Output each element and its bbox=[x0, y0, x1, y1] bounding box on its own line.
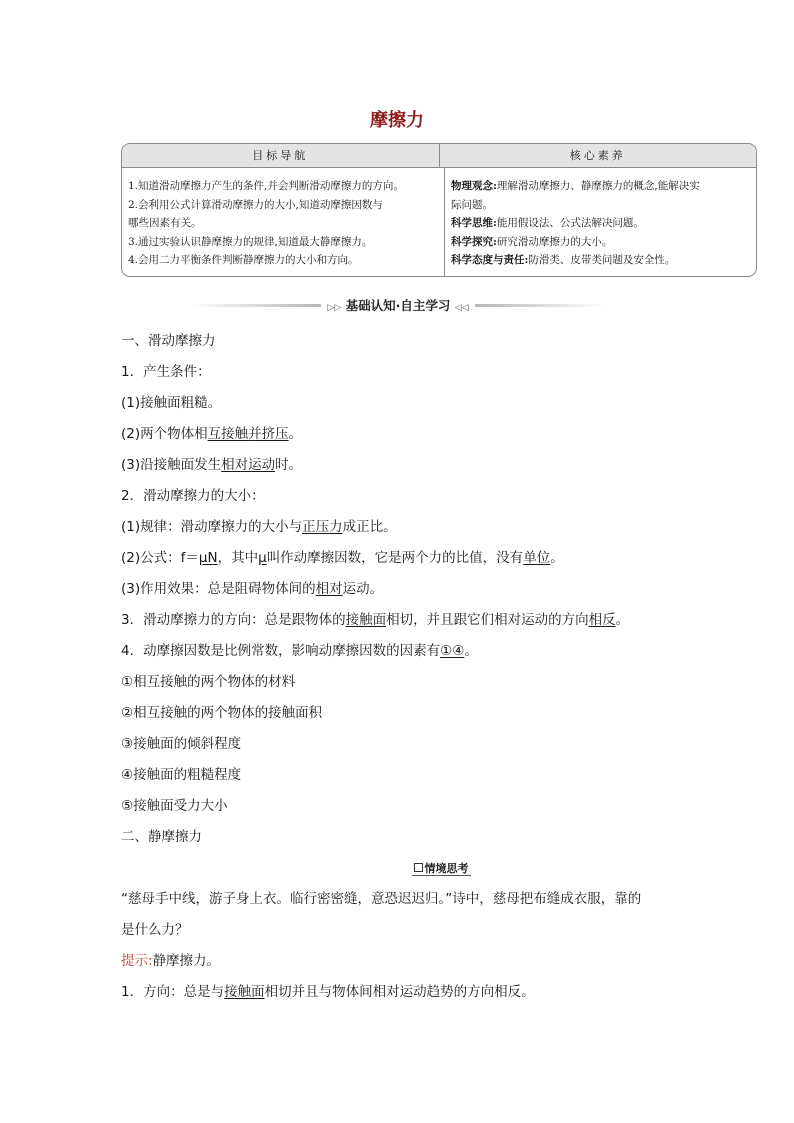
direction-item: 3．滑动摩擦力的方向：总是跟物体的接触面相切，并且跟它们相对运动的方向相反。 bbox=[121, 612, 630, 628]
literacy-text: 际问题。 bbox=[451, 198, 493, 211]
goal-item: 4.会用二力平衡条件判断静摩擦力的大小和方向。 bbox=[128, 254, 359, 266]
condition-item: (3)沿接触面发生相对运动时。 bbox=[121, 457, 303, 473]
poem-question: “慈母手中线，游子身上衣。临行密密缝，意恐迟迟归。”诗中，慈母把布缝成衣服，靠的 bbox=[121, 891, 642, 907]
literacy-text: 研究滑动摩擦力的大小。 bbox=[496, 235, 613, 248]
scenario-tag: 情境思考 bbox=[412, 862, 471, 876]
goals-table-header bbox=[122, 144, 756, 168]
goal-item: 2.会利用公式计算滑动摩擦力的大小,知道动摩擦因数与 bbox=[128, 198, 383, 211]
blank-answer: 相对运动 bbox=[221, 457, 276, 473]
literacy-text: 防滑类、皮带类问题及安全性。 bbox=[528, 254, 676, 266]
literacy-label: 物理观念: bbox=[451, 180, 497, 192]
lesson-content bbox=[121, 329, 761, 1011]
hint-text: 静摩擦力。 bbox=[152, 953, 221, 969]
literacy-header-cell: 核心素养 bbox=[569, 149, 626, 162]
banner-divider-left bbox=[190, 304, 321, 307]
rule-item: (1)规律：滑动摩擦力的大小与正压力成正比。 bbox=[121, 519, 397, 535]
literacy-item bbox=[451, 214, 750, 233]
option-item: ②相互接触的两个物体的接触面积 bbox=[121, 705, 323, 721]
blank-answer: 单位 bbox=[523, 550, 551, 566]
blank-answer: 正压力 bbox=[302, 519, 343, 535]
option-item: ③接触面的倾斜程度 bbox=[121, 736, 242, 752]
triangle-left-icon: ◁◁ bbox=[454, 303, 469, 313]
square-icon bbox=[414, 863, 423, 872]
literacy-text: 能用假设法、公式法解决问题。 bbox=[496, 217, 644, 229]
blank-answer: 相对 bbox=[315, 581, 343, 597]
literacy-item bbox=[451, 177, 750, 196]
blank-answer: μ bbox=[258, 550, 267, 566]
static-direction-item: 1．方向：总是与接触面相切并且与物体间相对运动趋势的方向相反。 bbox=[121, 984, 535, 1000]
subsection-heading: 1．产生条件： bbox=[121, 364, 211, 380]
poem-question: 是什么力？ bbox=[121, 922, 189, 938]
scenario-tag-row bbox=[121, 856, 761, 887]
section-banner bbox=[190, 296, 606, 314]
goals-table-body bbox=[122, 168, 756, 277]
banner-divider-right bbox=[475, 304, 606, 307]
blank-answer: μN bbox=[198, 550, 218, 566]
literacy-label: 科学态度与责任: bbox=[451, 254, 529, 266]
goal-item: 1.知道滑动摩擦力产生的条件,并会判断滑动摩擦力的方向。 bbox=[128, 180, 404, 192]
literacy-text: 理解滑动摩擦力、静摩擦力的概念,能解决实 bbox=[496, 180, 700, 192]
formula-item: (2)公式：f＝μN，其中μ叫作动摩擦因数，它是两个力的比值，没有单位。 bbox=[121, 550, 564, 566]
goals-table bbox=[121, 143, 757, 277]
option-item: ①相互接触的两个物体的材料 bbox=[121, 674, 296, 690]
literacy-item bbox=[451, 251, 750, 270]
subsection-heading: 2．滑动摩擦力的大小： bbox=[121, 488, 265, 504]
blank-answer: 相反 bbox=[588, 612, 616, 628]
option-item: ⑤接触面受力大小 bbox=[121, 798, 228, 814]
goals-column bbox=[122, 168, 445, 277]
goals-header-cell: 目标导航 bbox=[122, 144, 440, 167]
goal-item: 3.通过实验认识静摩擦力的规律,知道最大静摩擦力。 bbox=[128, 235, 373, 248]
banner-title: 基础认知·自主学习 bbox=[345, 298, 451, 313]
blank-answer: 并挤压 bbox=[248, 426, 289, 442]
blank-answer: 互接触 bbox=[207, 426, 249, 442]
triangle-right-icon: ▷▷ bbox=[327, 303, 342, 313]
blank-answer: 接触面 bbox=[224, 984, 265, 1000]
literacy-label: 科学探究: bbox=[451, 235, 497, 248]
hint-row bbox=[121, 949, 761, 980]
literacy-item bbox=[451, 233, 750, 252]
literacy-label: 科学思维: bbox=[451, 217, 497, 229]
blank-answer: 接触面 bbox=[345, 612, 387, 628]
goal-item: 哪些因素有关。 bbox=[128, 217, 202, 229]
literacy-item bbox=[451, 196, 750, 215]
literacy-column bbox=[445, 168, 756, 277]
hint-label: 提示: bbox=[121, 953, 153, 969]
option-item: ④接触面的粗糙程度 bbox=[121, 767, 242, 783]
blank-answer: ①④ bbox=[440, 643, 465, 659]
page-title: 摩擦力 bbox=[370, 110, 424, 131]
condition-item: (2)两个物体相互接触并挤压。 bbox=[121, 426, 303, 442]
section-heading: 二、静摩擦力 bbox=[121, 829, 202, 845]
section-heading: 一、滑动摩擦力 bbox=[121, 333, 216, 349]
factor-item: 4．动摩擦因数是比例常数，影响动摩擦因数的因素有①④。 bbox=[121, 643, 478, 659]
condition-item: (1)接触面粗糙。 bbox=[121, 395, 222, 411]
effect-item: (3)作用效果：总是阻碍物体间的相对运动。 bbox=[121, 581, 384, 597]
